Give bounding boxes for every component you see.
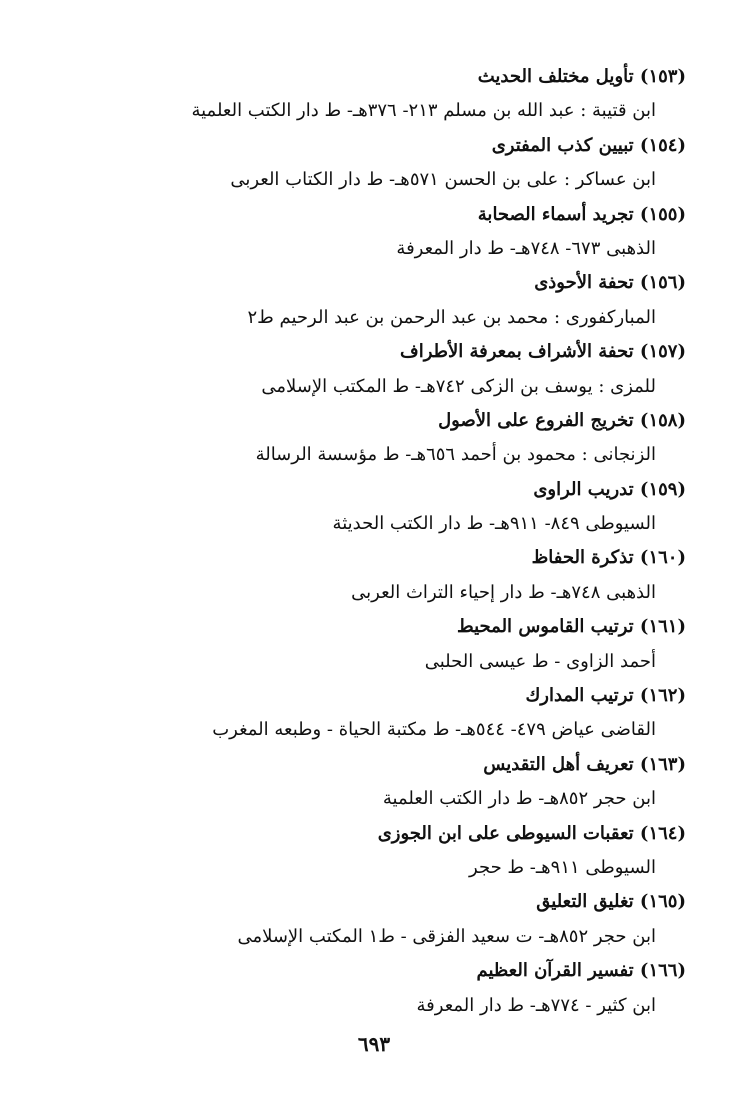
entry-detail: ابن حجر ٨٥٢هـ- ت سعيد الفزقى - ط١ المكتب الإسلامى	[237, 925, 656, 947]
entry-number: (١٥٩)	[639, 478, 686, 500]
entry-title-text: تحفة الأشراف بمعرفة الأطراف	[400, 341, 634, 363]
entry-title	[126, 335, 686, 369]
entry-detail: ابن كثير - ٧٧٤هـ- ط دار المعرفة	[416, 994, 656, 1016]
entry-title-text: تدريب الراوى	[533, 478, 634, 500]
entry-detail: السيوطى ٩١١هـ- ط حجر	[469, 856, 656, 878]
entry-number: (١٦٢)	[639, 685, 686, 707]
entry-number: (١٥٤)	[639, 134, 686, 156]
entry-title-text: تغليق التعليق	[536, 891, 634, 913]
entry-detail: ابن حجر ٨٥٢هـ- ط دار الكتب العلمية	[382, 788, 656, 810]
entry-detail: الذهبى ٧٤٨هـ- ط دار إحياء التراث العربى	[351, 581, 656, 603]
entry-detail: القاضى عياض ٤٧٩- ٥٤٤هـ- ط مكتبة الحياة - وطبعه المغرب	[212, 719, 656, 741]
entry-title-text: تفسير القرآن العظيم	[476, 960, 634, 982]
entry-title-text: تجريد أسماء الصحابة	[477, 203, 634, 225]
entry-number: (١٥٧)	[639, 341, 686, 363]
entry-number: (١٥٥)	[639, 203, 686, 225]
entry-title-text: تحفة الأحوذى	[534, 272, 634, 294]
entry-title	[126, 610, 686, 644]
entry-title-text: تعقبات السيوطى على ابن الجوزى	[377, 822, 634, 844]
entry-detail: ابن عساكر : على بن الحسن ٥٧١هـ- ط دار الكتاب العربى	[230, 169, 656, 191]
bibliography-list	[126, 60, 686, 1023]
entry-detail: السيوطى ٨٤٩- ٩١١هـ- ط دار الكتب الحديثة	[332, 513, 656, 535]
entry-detail: ابن قتيبة : عبد الله بن مسلم ٢١٣- ٣٧٦هـ- ط دار الكتب العلمية	[191, 100, 656, 122]
entry-detail: للمزى : يوسف بن الزكى ٧٤٢هـ- ط المكتب الإسلامى	[261, 375, 656, 397]
entry-title	[126, 679, 686, 713]
entry-number: (١٥٨)	[639, 409, 686, 431]
entry-title-text: تأويل مختلف الحديث	[477, 66, 634, 87]
entry-detail: الزنجانى : محمود بن أحمد ٦٥٦هـ- ط مؤسسة الرسالة	[255, 444, 656, 466]
entry-title-text: ترتيب المدارك	[525, 685, 634, 707]
entry-title	[126, 266, 686, 300]
entry-number: (١٦٤)	[639, 822, 686, 844]
entry-title-text: تذكرة الحفاظ	[531, 547, 634, 569]
entry-number: (١٦٦)	[639, 960, 686, 982]
entry-title	[126, 198, 686, 232]
entry-number: (١٦٣)	[639, 753, 686, 775]
entry-number: (١٦٠)	[639, 547, 686, 569]
entry-title	[126, 473, 686, 507]
entry-title	[126, 404, 686, 438]
entry-title-text: تعريف أهل التقديس	[483, 753, 634, 775]
entry-title	[126, 60, 686, 94]
entry-title	[126, 817, 686, 851]
entry-number: (١٦٥)	[639, 891, 686, 913]
entry-title-text: تخريج الفروع على الأصول	[438, 409, 634, 431]
entry-title-text: تبيين كذب المفترى	[491, 134, 634, 156]
entry-number: (١٦١)	[639, 616, 686, 638]
entry-detail: الذهبى ٦٧٣- ٧٤٨هـ- ط دار المعرفة	[396, 237, 656, 259]
entry-title-text: ترتيب القاموس المحيط	[457, 616, 634, 638]
page-number: ٦٩٣	[357, 1032, 391, 1056]
entry-detail: أحمد الزاوى - ط عيسى الحلبى	[424, 650, 656, 672]
entry-title	[126, 541, 686, 575]
entry-number: (١٥٣)	[639, 66, 686, 87]
entry-detail: المباركفورى : محمد بن عبد الرحمن بن عبد الرحيم ط٢	[247, 306, 656, 328]
entry-number: (١٥٦)	[639, 272, 686, 294]
entry-title	[126, 954, 686, 988]
entry-title	[126, 885, 686, 919]
entry-title	[126, 748, 686, 782]
entry-title	[126, 129, 686, 163]
